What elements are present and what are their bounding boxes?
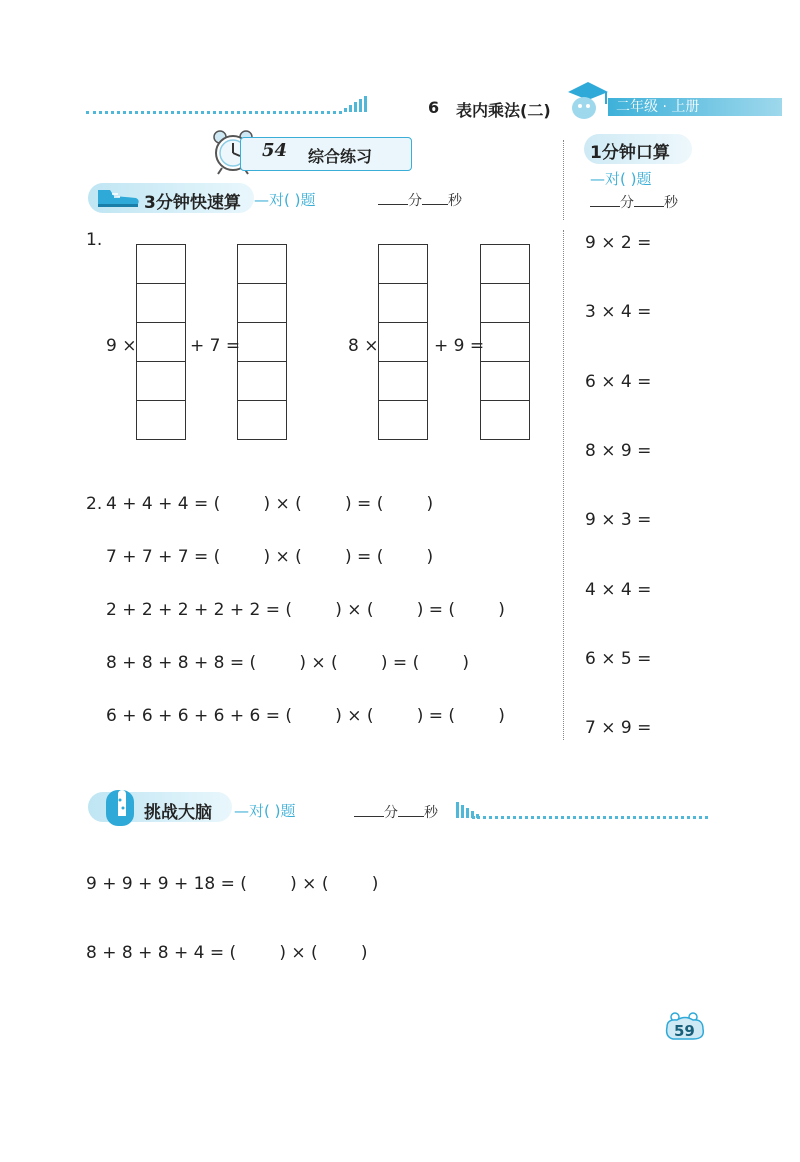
section-quick-calc-score: —对( )题 bbox=[254, 191, 316, 209]
q2-line-1[interactable]: 4 + 4 + 4 = ( ) × ( ) = ( ) bbox=[106, 494, 434, 514]
challenge-seconds-unit: 秒 bbox=[424, 805, 438, 821]
giraffe-icon bbox=[104, 786, 138, 828]
oral-item-1[interactable]: 9 × 2 = bbox=[585, 233, 652, 253]
oral-calc-timer bbox=[590, 192, 678, 212]
q1-left-multiplier: 9 × bbox=[106, 336, 137, 356]
q2-line-3[interactable]: 2 + 2 + 2 + 2 + 2 = ( ) × ( ) = ( ) bbox=[106, 600, 505, 620]
header-step-bars bbox=[344, 96, 367, 112]
chapter-number: 6 bbox=[428, 98, 440, 117]
challenge-timer bbox=[354, 802, 438, 822]
q1-right-input-column[interactable] bbox=[378, 245, 428, 440]
oral-seconds-unit: 秒 bbox=[664, 195, 678, 211]
q1-left-input-column[interactable] bbox=[136, 245, 186, 440]
sneaker-icon bbox=[92, 182, 142, 212]
oral-item-7[interactable]: 6 × 5 = bbox=[585, 649, 652, 669]
graduate-mascot-icon bbox=[562, 74, 612, 122]
challenge-dotted-rule bbox=[472, 816, 708, 819]
oral-item-5[interactable]: 9 × 3 = bbox=[585, 510, 652, 530]
header-dotted-rule bbox=[86, 111, 342, 114]
column-divider bbox=[563, 230, 564, 740]
lesson-title: 综合练习 bbox=[308, 147, 373, 166]
oral-item-8[interactable]: 7 × 9 = bbox=[585, 718, 652, 738]
lesson-number: 54 bbox=[262, 140, 288, 161]
challenge-line-1[interactable]: 9 + 9 + 9 + 18 = ( ) × ( ) bbox=[86, 874, 379, 894]
challenge-score: —对( )题 bbox=[234, 802, 296, 820]
oral-item-6[interactable]: 4 × 4 = bbox=[585, 580, 652, 600]
page-number: 59 bbox=[674, 1022, 695, 1040]
q2-line-2[interactable]: 7 + 7 + 7 = ( ) × ( ) = ( ) bbox=[106, 547, 434, 567]
oral-calc-score: —对( )题 bbox=[590, 170, 652, 188]
q1-left-addend: + 7 = bbox=[190, 336, 241, 356]
q2-line-5[interactable]: 6 + 6 + 6 + 6 + 6 = ( ) × ( ) = ( ) bbox=[106, 706, 505, 726]
seconds-unit: 秒 bbox=[448, 193, 462, 209]
oral-item-3[interactable]: 6 × 4 = bbox=[585, 372, 652, 392]
q1-right-multiplier: 8 × bbox=[348, 336, 379, 356]
q1-left-result-column[interactable] bbox=[237, 245, 287, 440]
challenge-label: 挑战大脑 bbox=[144, 803, 212, 823]
oral-item-2[interactable]: 3 × 4 = bbox=[585, 302, 652, 322]
challenge-line-2[interactable]: 8 + 8 + 8 + 4 = ( ) × ( ) bbox=[86, 943, 368, 963]
section-quick-calc-label: 3分钟快速算 bbox=[144, 193, 241, 213]
q1-label: 1. bbox=[86, 230, 103, 250]
q1-right-result-column[interactable] bbox=[480, 245, 530, 440]
section-quick-calc-timer bbox=[378, 190, 462, 210]
oral-minutes-unit: 分 bbox=[620, 195, 634, 211]
q2-line-4[interactable]: 8 + 8 + 8 + 8 = ( ) × ( ) = ( ) bbox=[106, 653, 470, 673]
minutes-unit: 分 bbox=[408, 193, 422, 209]
chapter-title: 表内乘法(二) bbox=[456, 101, 551, 120]
grade-banner: 二年级 · 上册 bbox=[608, 98, 782, 116]
oral-item-4[interactable]: 8 × 9 = bbox=[585, 441, 652, 461]
q1-right-addend: + 9 = bbox=[434, 336, 485, 356]
q2-label: 2. bbox=[86, 494, 103, 514]
challenge-minutes-unit: 分 bbox=[384, 805, 398, 821]
column-divider-top bbox=[563, 140, 564, 220]
oral-calc-label: 1分钟口算 bbox=[590, 143, 670, 163]
